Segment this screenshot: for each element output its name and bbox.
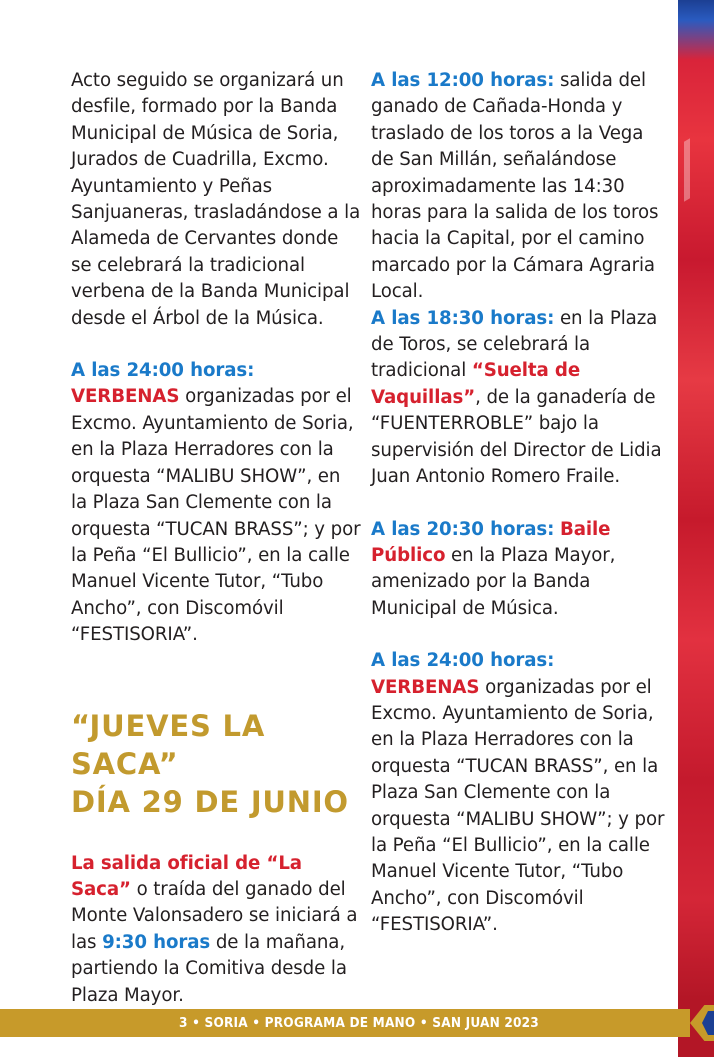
spacer — [71, 821, 361, 851]
event-time: A las 12:00 horas: — [371, 70, 555, 91]
event-highlight: La salida oficial de “La Saca” — [71, 852, 302, 900]
event-description: organizadas por el Excmo. Ayuntamiento de Soria, en la Plaza Herradores con la orquesta “TUCAN BRASS”, en la Plaza San Clemente con la orquesta “MALIBU SHOW”; y por la Peña “El Bullicio”, en la calle Manuel Vicente Tutor, “Tubo Ancho”, con Discomóvil “FESTISORIA”. — [371, 676, 665, 936]
event-time: A las 18:30 horas: — [371, 307, 555, 329]
event-time: A las 24:00 horas: — [71, 360, 255, 382]
right-column — [371, 68, 671, 939]
event-time: A las 24:00 horas: — [371, 650, 555, 672]
event-description: , de la ganadería de “FUENTERROBLE” bajo la supervisión del Director de Lidia Juan Antonio Romero Fraile. — [371, 386, 662, 488]
parade-paragraph: Acto seguido se organizará un desfile, formado por la Banda Municipal de Música de Soria, Jurados de Cuadrilla, Excmo. Ayuntamiento y Peñas Sanjuaneras, trasladándose a la Alameda de Cervantes donde se celebrará la tradicional verbena de la Banda Municipal desde el Árbol de la Música. — [71, 70, 361, 329]
footer-text: 3 • SORIA • PROGRAMA DE MANO • SAN JUAN 2023 — [179, 1015, 539, 1031]
event-highlight: VERBENAS — [71, 386, 180, 408]
event-description: organizadas por el Excmo. Ayuntamiento de Soria, en la Plaza Herradores con la orquesta “MALIBU SHOW”, en la Plaza San Clemente con la orquesta “TUCAN BRASS”; y por la Peña “El Bullicio”, en la calle Manuel Vicente Tutor, “Tubo Ancho”, con Discomóvil “FESTISORIA”. — [71, 386, 361, 646]
spacer — [371, 622, 671, 648]
verbenas-paragraph — [371, 648, 671, 938]
event-time: 9:30 horas — [102, 931, 211, 953]
cattle-transfer-paragraph — [371, 68, 671, 306]
vaquillas-paragraph — [371, 306, 671, 491]
page-footer — [0, 1009, 690, 1037]
section-title-line-2: DÍA 29 DE JUNIO — [71, 784, 349, 819]
event-description: salida del ganado de Cañada-Honda y traslado de los toros a la Vega de San Millán, señalándose aproximadamente las 14:30 horas para la salida de los toros hacia la Capital, por el camino marcado por la Cámara Agraria Local. — [371, 70, 659, 303]
spacer — [71, 649, 361, 707]
event-description: o traída del ganado del Monte Valonsadero se iniciará a las — [71, 878, 358, 953]
event-time: A las 20:30 horas: — [371, 518, 555, 540]
event-description: de la mañana, partiendo la Comitiva desde la Plaza Mayor. — [71, 931, 347, 1006]
stripe-highlight — [684, 138, 690, 201]
event-highlight: “Suelta de Vaquillas” — [371, 360, 581, 408]
event-description: en la Plaza de Toros, se celebrará la tradicional — [371, 307, 658, 382]
baile-paragraph — [371, 517, 671, 623]
event-description: en la Plaza Mayor, amenizado por la Banda Municipal de Música. — [371, 544, 616, 619]
event-highlight: Baile Público — [371, 518, 611, 566]
verbenas-paragraph — [71, 358, 361, 648]
spacer — [371, 491, 671, 517]
event-highlight: VERBENAS — [371, 676, 480, 698]
spacer — [71, 332, 361, 358]
la-saca-paragraph — [71, 851, 361, 1009]
section-title-line-1: “JUEVES LA SACA” — [71, 708, 266, 781]
left-column — [71, 68, 361, 1009]
section-title — [71, 707, 361, 821]
